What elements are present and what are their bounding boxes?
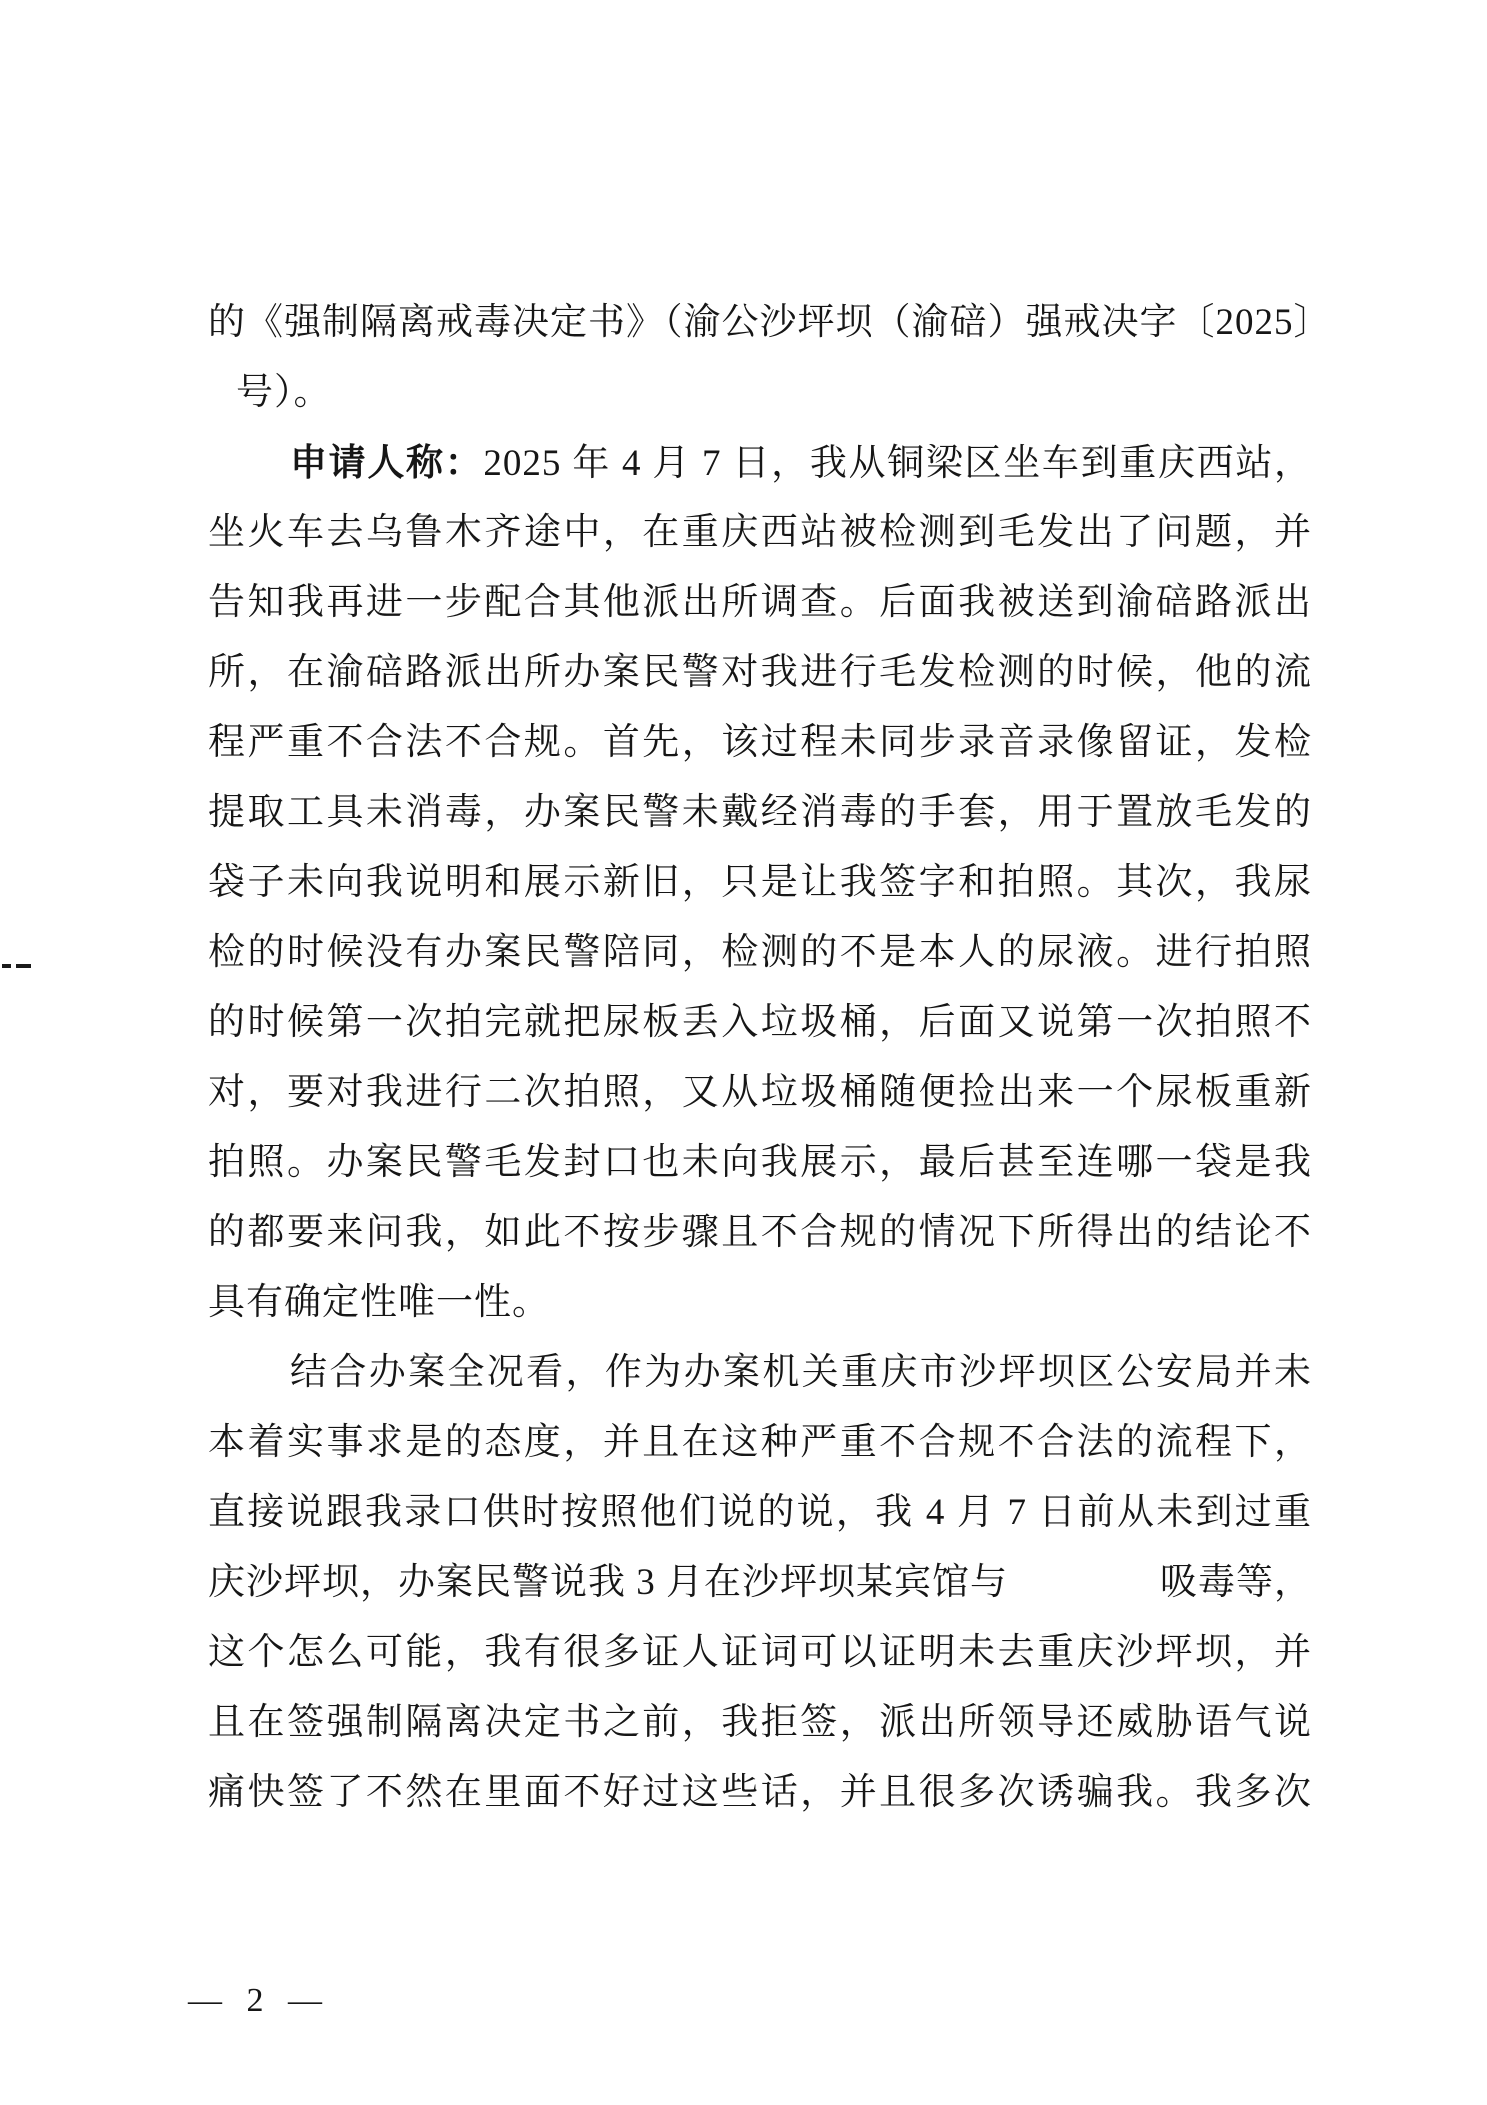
text-line <box>208 1688 1312 1758</box>
text-line <box>208 1198 1312 1268</box>
redacted-name-gap <box>1008 1548 1160 1618</box>
text-segment: 具有确定性唯一性。 <box>208 1282 550 1323</box>
text-segment: 号）。 <box>236 372 332 413</box>
text-segment: 程严重不合法不合规。首先，该过程未同步录音录像留证，发检 <box>208 722 1312 763</box>
text-segment: 的时候第一次拍完就把尿板丢入垃圾桶，后面又说第一次拍照不 <box>208 1002 1312 1043</box>
text-line <box>208 1128 1312 1198</box>
text-segment: 袋子未向我说明和展示新旧，只是让我签字和拍照。其次，我尿 <box>208 862 1312 903</box>
text-line <box>208 1618 1312 1688</box>
text-segment: 庆沙坪坝，办案民警说我 3 月在沙坪坝某宾馆与 <box>208 1562 1008 1603</box>
text-line <box>208 708 1312 778</box>
text-segment: 坐火车去乌鲁木齐途中，在重庆西站被检测到毛发出了问题，并 <box>208 512 1312 553</box>
text-line <box>208 428 1312 498</box>
text-segment: 2025 年 4 月 7 日，我从铜梁区坐车到重庆西站， <box>483 443 1313 484</box>
text-segment: 本着实事求是的态度，并且在这种严重不合规不合法的流程下， <box>208 1422 1312 1463</box>
text-line <box>208 1338 1312 1408</box>
fold-dash-icon <box>2 964 11 968</box>
text-segment: 对，要对我进行二次拍照，又从垃圾桶随便捡出来一个尿板重新 <box>208 1072 1312 1113</box>
text-segment: 提取工具未消毒，办案民警未戴经消毒的手套，用于置放毛发的 <box>208 792 1312 833</box>
text-line <box>208 1758 1312 1828</box>
text-segment: 的都要来问我，如此不按步骤且不合规的情况下所得出的结论不 <box>208 1212 1312 1253</box>
text-line <box>208 988 1312 1058</box>
text-segment: 的《强制隔离戒毒决定书》（渝公沙坪坝（渝碚）强戒决字〔2025〕 <box>208 302 1332 343</box>
text-line <box>208 638 1312 708</box>
left-edge-fold-mark <box>2 964 31 969</box>
text-line <box>208 1408 1312 1478</box>
page-number: — 2 — <box>188 1982 330 2019</box>
text-segment: 这个怎么可能，我有很多证人证词可以证明未去重庆沙坪坝，并 <box>208 1632 1312 1673</box>
text-segment: 所，在渝碚路派出所办案民警对我进行毛发检测的时候，他的流 <box>208 652 1312 693</box>
text-segment: 检的时候没有办案民警陪同，检测的不是本人的尿液。进行拍照 <box>208 932 1312 973</box>
text-segment: 结合办案全况看，作为办案机关重庆市沙坪坝区公安局并未 <box>290 1352 1312 1393</box>
text-line <box>208 288 1332 358</box>
text-segment: 且在签强制隔离决定书之前，我拒签，派出所领导还威胁语气说 <box>208 1702 1312 1743</box>
text-line <box>208 1268 1312 1338</box>
text-segment: 吸毒等， <box>1160 1562 1312 1603</box>
text-segment: 直接说跟我录口供时按照他们说的说，我 4 月 7 日前从未到过重 <box>208 1492 1312 1533</box>
text-line <box>236 358 1312 428</box>
text-line <box>208 1478 1312 1548</box>
text-line <box>208 498 1312 568</box>
text-line <box>208 848 1312 918</box>
text-line <box>208 778 1312 848</box>
text-segment: 告知我再进一步配合其他派出所调查。后面我被送到渝碚路派出 <box>208 582 1312 623</box>
fold-dash-icon <box>16 964 31 968</box>
text-line <box>208 1548 1312 1618</box>
text-segment: 痛快签了不然在里面不好过这些话，并且很多次诱骗我。我多次 <box>208 1772 1312 1813</box>
text-segment: 拍照。办案民警毛发封口也未向我展示，最后甚至连哪一袋是我 <box>208 1142 1312 1183</box>
text-line <box>208 1058 1312 1128</box>
text-block <box>208 288 1332 1828</box>
text-line <box>208 918 1312 988</box>
paragraph-lead-label: 申请人称： <box>290 442 484 483</box>
text-line <box>208 568 1312 638</box>
